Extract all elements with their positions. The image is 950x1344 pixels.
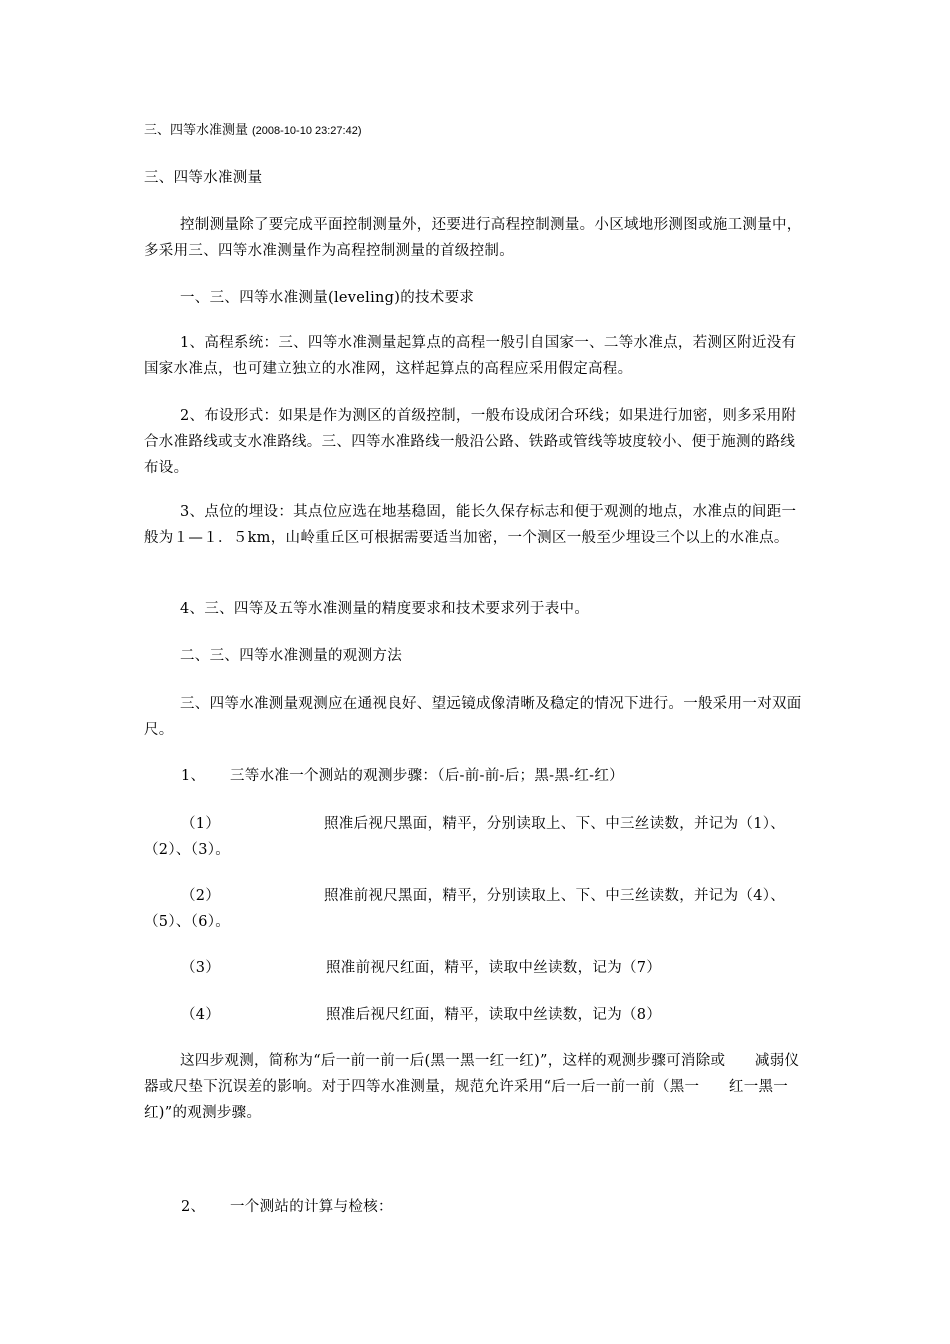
item-3-paragraph: 3、点位的埋设：其点位应选在地基稳固，能长久保存标志和便于观测的地点，水准点的间距一般为１—１．５km，山岭重丘区可根据需要适当加密，一个测区一般至少埋设三个以上的水准点。 (144, 504, 797, 546)
item-4-paragraph: 4、三、四等及五等水准测量的精度要求和技术要求列于表中。 (180, 601, 590, 617)
step-2-number: 2、 (181, 1199, 206, 1215)
substep-4-number: （4） (181, 1007, 221, 1023)
section-heading-2: 二、三、四等水准测量的观测方法 (180, 648, 402, 664)
item-1-paragraph: 1、高程系统：三、四等水准测量起算点的高程一般引自国家一、二等水准点，若测区附近没有国家水准点，也可建立独立的水准网，这样起算点的高程应采用假定高程。 (144, 335, 797, 377)
post-header (144, 122, 361, 140)
step-1-text: 三等水准一个测站的观测步骤：（后-前-前-后；黑-黑-红-红） (230, 768, 624, 784)
step-1-number: 1、 (181, 768, 206, 784)
substep-4-text: 照准后视尺红面，精平，读取中丝读数，记为（8） (326, 1007, 662, 1023)
method-paragraph: 三、四等水准测量观测应在通视良好、望远镜成像清晰及稳定的情况下进行。一般采用一对双面尺。 (144, 696, 802, 738)
summary-paragraph: 这四步观测，简称为“后一前一前一后(黑一黑一红一红)”，这样的观测步骤可消除或 减弱仪器或尺垫下沉误差的影响。对于四等水准测量，规范允许采用“后一后一前一前（黑一 红一黑一红)”的观测步骤。 (144, 1053, 800, 1121)
post-date: (2008-10-10 23:27:42) (252, 125, 362, 137)
intro-paragraph: 控制测量除了要完成平面控制测量外，还要进行高程控制测量。小区域地形测图或施工测量中，多采用三、四等水准测量作为高程控制测量的首级控制。 (144, 217, 802, 259)
step-2-text: 一个测站的计算与检核： (230, 1199, 393, 1215)
substep-1-number: （1） (181, 816, 221, 832)
substep-1-text: 照准后视尺黑面，精平，分别读取上、下、中三丝读数，并记为（1）、（2）、（3）。 (144, 816, 786, 858)
section-heading-1: 一、三、四等水准测量(leveling)的技术要求 (180, 290, 475, 306)
post-title: 三、四等水准测量 (144, 123, 249, 138)
substep-3-text: 照准前视尺红面，精平，读取中丝读数，记为（7） (326, 960, 662, 976)
substep-2-number: （2） (181, 888, 221, 904)
substep-3-number: （3） (181, 960, 221, 976)
substep-2-text: 照准前视尺黑面，精平，分别读取上、下、中三丝读数，并记为（4）、（5）、（6）。 (144, 888, 786, 930)
doc-title: 三、四等水准测量 (144, 170, 263, 186)
item-2-paragraph: 2、布设形式：如果是作为测区的首级控制，一般布设成闭合环线；如果进行加密，则多采用附合水准路线或支水准路线。三、四等水准路线一般沿公路、铁路或管线等坡度较小、便于施测的路线布设。 (144, 408, 797, 476)
